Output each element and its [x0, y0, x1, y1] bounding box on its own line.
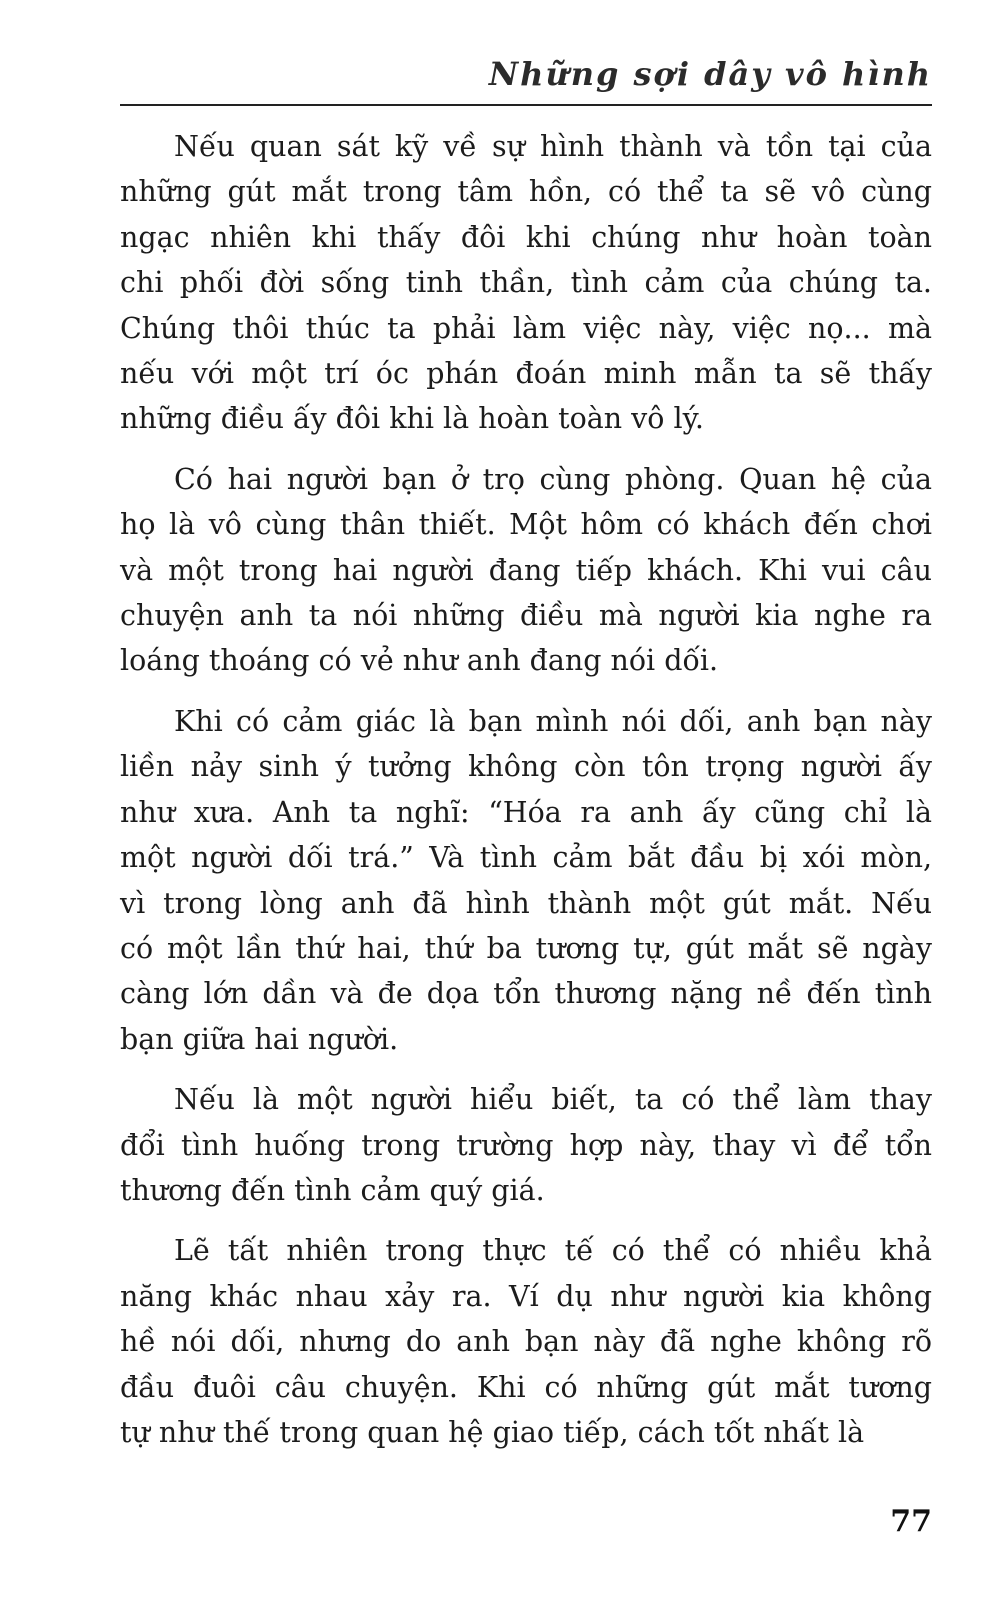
running-header: Những sợi dây vô hình	[120, 52, 932, 106]
text-line: bạn giữa hai người.	[120, 1022, 399, 1056]
text-line: Lẽ tất nhiên trong thực tế có thể có nhiều khả	[174, 1234, 932, 1268]
text-line: Có hai người bạn ở trọ cùng phòng. Quan hệ của	[174, 462, 932, 496]
text-line: Khi có cảm giác là bạn mình nói dối, anh bạn này	[174, 704, 932, 738]
text-line: chuyện anh ta nói những điều mà người kia nghe ra	[120, 599, 932, 633]
text-line: chi phối đời sống tinh thần, tình cảm của chúng ta.	[120, 266, 932, 300]
text-line: và một trong hai người đang tiếp khách. Khi vui câu	[120, 553, 932, 587]
page-number: 77	[890, 1504, 932, 1539]
text-line: Chúng thôi thúc ta phải làm việc này, việc nọ... mà	[120, 311, 932, 345]
text-line: hề nói dối, nhưng do anh bạn này đã nghe không rõ	[120, 1325, 932, 1359]
text-line: như xưa. Anh ta nghĩ: “Hóa ra anh ấy cũng chỉ là	[120, 795, 932, 829]
text-line: những điều ấy đôi khi là hoàn toàn vô lý.	[120, 402, 704, 436]
text-line: loáng thoáng có vẻ như anh đang nói dối.	[120, 644, 719, 678]
text-line: năng khác nhau xảy ra. Ví dụ như người kia không	[120, 1279, 932, 1313]
text-line: Nếu là một người hiểu biết, ta có thể làm thay	[174, 1083, 932, 1117]
paragraph	[120, 457, 932, 684]
text-line: Nếu quan sát kỹ về sự hình thành và tồn tại của	[174, 130, 932, 163]
text-line: tự như thế trong quan hệ giao tiếp, cách tốt nhất là	[120, 1415, 865, 1449]
body-text	[120, 124, 932, 1455]
text-line: nếu với một trí óc phán đoán minh mẫn ta sẽ thấy	[120, 357, 932, 391]
text-line: ngạc nhiên khi thấy đôi khi chúng như hoàn toàn	[120, 220, 932, 254]
paragraph	[120, 124, 932, 442]
text-line: càng lớn dần và đe dọa tổn thương nặng nề đến tình	[120, 977, 932, 1011]
text-line: họ là vô cùng thân thiết. Một hôm có khách đến chơi	[120, 508, 932, 542]
text-line: những gút mắt trong tâm hồn, có thể ta sẽ vô cùng	[120, 175, 932, 209]
paragraph	[120, 1228, 932, 1455]
paragraph	[120, 1077, 932, 1213]
text-line: một người dối trá.” Và tình cảm bắt đầu bị xói mòn,	[120, 841, 932, 875]
paragraph	[120, 699, 932, 1062]
text-line: đổi tình huống trong trường hợp này, thay vì để tổn	[120, 1128, 932, 1162]
text-line: liền nảy sinh ý tưởng không còn tôn trọng người ấy	[120, 750, 932, 784]
text-line: vì trong lòng anh đã hình thành một gút mắt. Nếu	[120, 886, 932, 920]
text-line: đầu đuôi câu chuyện. Khi có những gút mắt tương	[120, 1370, 932, 1404]
text-line: có một lần thứ hai, thứ ba tương tự, gút mắt sẽ ngày	[120, 931, 932, 965]
text-line: thương đến tình cảm quý giá.	[120, 1173, 545, 1207]
